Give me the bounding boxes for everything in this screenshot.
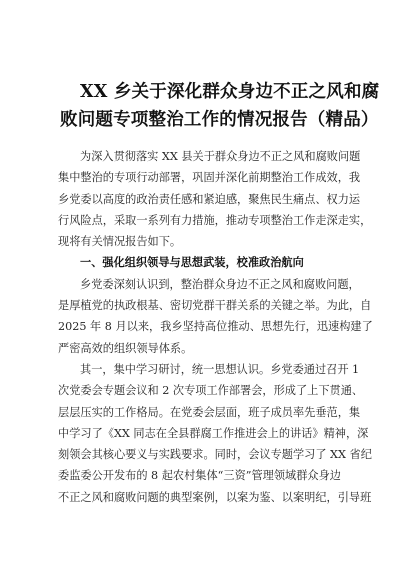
text-line: 层层压实的工作格局。在党委会层面，班子成员率先垂范，集	[58, 405, 361, 419]
text-line: 委监委公开发布的 8 起农村集体“三资”管理领域群众身边	[58, 469, 341, 483]
document-body	[58, 146, 373, 508]
text-line: 现将有关情况报告如下。	[58, 235, 182, 249]
intro-paragraph	[58, 146, 372, 252]
text-line: 为深入贯彻落实 XX 县关于群众身边不正之风和腐败问题	[80, 150, 361, 163]
text-line: 2025 年 8 月以来，我乡坚持高位推动、思想先行，迅速构建了	[58, 320, 373, 334]
text-line: 次党委会专题会议和 2 次专项工作部署会，形成了上下贯通、	[58, 384, 364, 398]
text-line: 严密高效的组织领导体系。	[58, 341, 193, 355]
text-line: 其一，集中学习研讨，统一思想认识。乡党委通过召开 1	[80, 362, 360, 376]
document-title	[60, 78, 380, 134]
section-paragraph	[58, 274, 373, 359]
text-line: 集中整治的专项行动部署，巩固并深化前期整治工作成效，我	[58, 171, 361, 185]
section-paragraph	[58, 359, 372, 508]
text-line: 乡党委深刻认识到，整治群众身边不正之风和腐败问题，	[80, 277, 360, 291]
title-line-2: 败问题专项整治工作的情况报告（精品）	[60, 110, 379, 130]
text-line: 乡党委以高度的政治责任感和紧迫感，聚焦民生痛点、权力运	[58, 192, 361, 206]
text-line: 是厚植党的执政根基、密切党群干群关系的关键之举。为此，自	[58, 299, 372, 313]
text-line: 行风险点，采取一系列有力措施，推动专项整治工作走深走实，	[58, 213, 372, 227]
text-line: 不正之风和腐败问题的典型案例，以案为鉴、以案明纪，引导班	[58, 490, 372, 504]
text-line: 中学习了《XX 同志在全县群腐工作推进会上的讲话》精神，深	[58, 426, 369, 440]
title-line-1: XX 乡关于深化群众身边不正之风和腐	[80, 82, 380, 102]
section-heading: 一、强化组织领导与思想武装，校准政治航向	[80, 256, 304, 270]
text-line: 刻领会其核心要义与实践要求。同时，会议专题学习了 XX 省纪	[58, 448, 372, 462]
